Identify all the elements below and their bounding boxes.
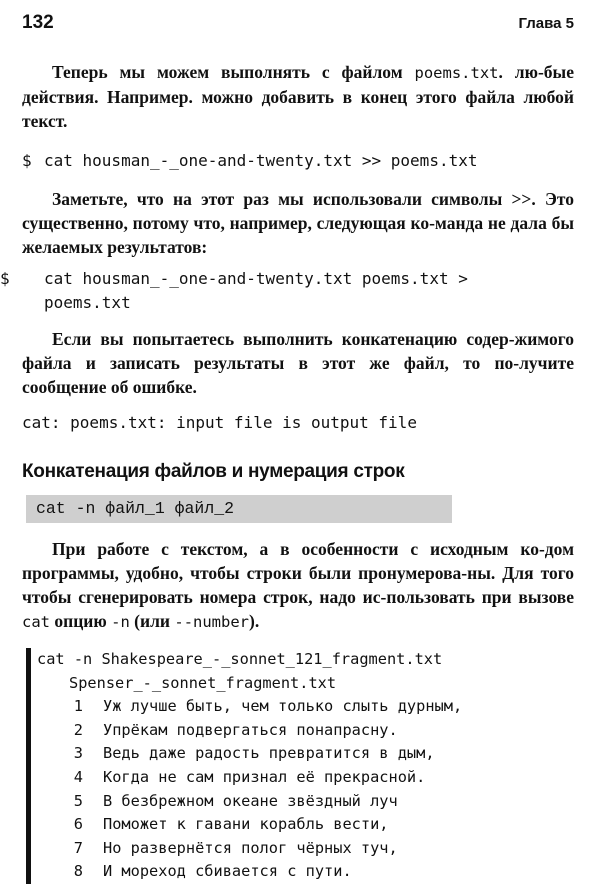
line-number: 7 [73,838,83,857]
numbered-line [37,813,574,837]
paragraph-4 [22,537,574,634]
paragraph-1-text-a: Теперь мы можем выполнять с файлом [52,62,415,82]
code-example [26,648,574,884]
line-text: Уж лучше быть, чем только слыть дурным, [103,697,463,716]
line-text: И мореход сбивается с пути. [103,862,352,881]
shell-prompt: $ [22,151,32,170]
command-text: cat housman_-_one-and-twenty.txt poems.txt > poems.txt [44,269,468,312]
paragraph-1 [22,60,574,133]
numbered-line [37,742,574,766]
error-output: cat: poems.txt: input file is output file [22,413,417,432]
numbered-line [37,790,574,814]
line-number: 1 [73,697,83,716]
inline-code-number: --number [174,613,250,631]
line-number: 2 [73,720,83,739]
page-header [22,0,574,38]
paragraph-1-text-b: . лю-бые действия. Например. можно добавить в конец этого файла любой текст. [22,62,574,131]
paragraph-4-text-a: При работе с текстом, а в особенности с исходным ко-дом программы, удобно, чтобы строки были пронумерова-ны. Для того чтобы сгенерировать номера строк, надо ис-пользовать при вызове [22,539,574,607]
paragraph-3: Если вы попытаетесь выполнить конкатенацию содер-жимого файла и записать результаты в этот же файл, то по-лучите сообщение об ошибке. [22,329,574,397]
paragraph-4-text-d: ). [249,611,260,631]
page-number: 132 [22,12,54,33]
line-number: 4 [73,767,83,786]
line-number: 6 [73,815,83,834]
paragraph-2: Заметьте, что на этот раз мы использовали символы >>. Это существенно, потому что, например, следующая ко-манда не дала бы желаемых результатов: [22,189,574,257]
line-text: Поможет к гавани корабль вести, [103,815,389,834]
command-append [22,149,574,173]
code-command-cont: Spenser_-_sonnet_fragment.txt [69,673,337,692]
shell-prompt: $ [0,269,10,288]
inline-code-n: -n [111,613,130,631]
line-text: В безбрежном океане звёздный луч [103,791,398,810]
numbered-line [37,695,574,719]
line-text: Когда не сам признал её прекрасной. [103,767,426,786]
section-title: Конкатенация файлов и нумерация строк [22,461,405,482]
numbered-line [37,719,574,743]
line-text: Упрёкам подвергаться понапрасну. [103,720,398,739]
numbered-line [37,837,574,861]
inline-code-cat: cat [22,613,50,631]
numbered-line [37,766,574,790]
numbered-line [37,860,574,884]
syntax-box: cat -n файл_1 файл_2 [26,495,452,523]
line-text: Ведь даже радость превратится в дым, [103,744,435,763]
paragraph-4-text-b: опцию [50,611,112,631]
line-number: 8 [73,862,83,881]
command-text: cat housman_-_one-and-twenty.txt >> poems.txt [44,151,478,170]
line-number: 3 [73,744,83,763]
code-command-line: cat -n Shakespeare_-_sonnet_121_fragment.txt [37,650,443,668]
command-overwrite [0,267,564,315]
line-text: Но развернётся полог чёрных туч, [103,838,398,857]
line-number: 5 [73,791,83,810]
paragraph-4-text-c: (или [129,611,175,631]
chapter-title: Глава 5 [518,15,574,32]
inline-code-poems: poems.txt [414,64,499,82]
